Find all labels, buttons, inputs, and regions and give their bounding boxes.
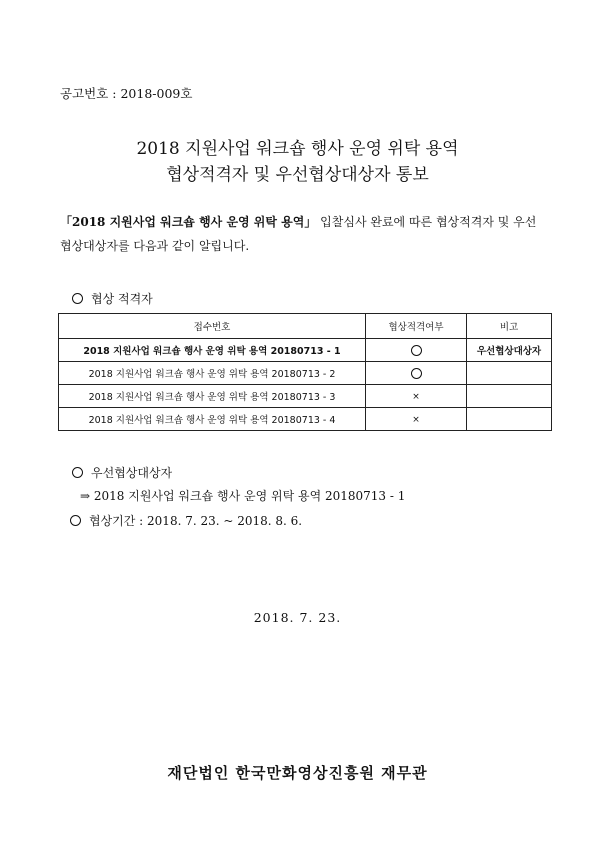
signer: 재단법인 한국만화영상진흥원 재무관 <box>167 764 428 782</box>
remarks-cell <box>467 385 552 408</box>
eligibility-cell <box>366 362 467 385</box>
circle-bullet-icon <box>70 515 81 526</box>
circle-bullet-icon <box>72 467 83 478</box>
ineligible-cross-icon: × <box>412 391 420 402</box>
negotiation-period-text: 협상기간 : 2018. 7. 23. ~ 2018. 8. 6. <box>89 514 303 528</box>
section-preferred-label: 우선협상대상자 <box>91 466 173 480</box>
remarks-cell: 우선협상대상자 <box>467 339 552 362</box>
intro-paragraph <box>60 210 540 258</box>
header-remarks: 비고 <box>467 314 552 339</box>
remarks-cell <box>467 408 552 431</box>
ineligible-cross-icon: × <box>412 414 420 425</box>
negotiation-period <box>70 512 302 529</box>
table-row <box>59 385 552 408</box>
receipt-no-cell: 2018 지원사업 워크숍 행사 운영 위탁 용역 20180713 - 2 <box>59 362 366 385</box>
notice-number: 공고번호 : 2018-009호 <box>60 86 193 101</box>
results-table <box>58 313 552 431</box>
header-receipt-no: 접수번호 <box>59 314 366 339</box>
section-preferred <box>72 464 172 481</box>
receipt-no-cell: 2018 지원사업 워크숍 행사 운영 위탁 용역 20180713 - 4 <box>59 408 366 431</box>
document-title-line1: 2018 지원사업 워크숍 행사 운영 위탁 용역 <box>136 139 459 159</box>
intro-quoted-title: 「2018 지원사업 워크숍 행사 운영 위탁 용역」 <box>60 215 317 229</box>
eligible-circle-icon <box>411 345 422 356</box>
header-eligibility: 협상적격여부 <box>366 314 467 339</box>
table-row <box>59 362 552 385</box>
preferred-bidder-line: ⇒ 2018 지원사업 워크숍 행사 운영 위탁 용역 20180713 - 1 <box>80 489 406 503</box>
eligibility-cell <box>366 385 467 408</box>
table-row <box>59 408 552 431</box>
document-title-line2: 협상적격자 및 우선협상대상자 통보 <box>166 165 429 185</box>
circle-bullet-icon <box>72 293 83 304</box>
eligibility-cell <box>366 408 467 431</box>
eligibility-cell <box>366 339 467 362</box>
remarks-cell <box>467 362 552 385</box>
section-eligible-label: 협상 적격자 <box>91 292 153 306</box>
receipt-no-cell: 2018 지원사업 워크숍 행사 운영 위탁 용역 20180713 - 3 <box>59 385 366 408</box>
table-header-row <box>59 314 552 339</box>
eligible-circle-icon <box>411 368 422 379</box>
table-row <box>59 339 552 362</box>
section-eligible <box>72 290 153 307</box>
intro-text: 입찰심사 완료에 따른 협상적격자 및 우선협상대상자를 다음과 같이 알립니다. <box>60 215 537 253</box>
document-date: 2018. 7. 23. <box>253 610 342 625</box>
receipt-no-cell: 2018 지원사업 워크숍 행사 운영 위탁 용역 20180713 - 1 <box>59 339 366 362</box>
